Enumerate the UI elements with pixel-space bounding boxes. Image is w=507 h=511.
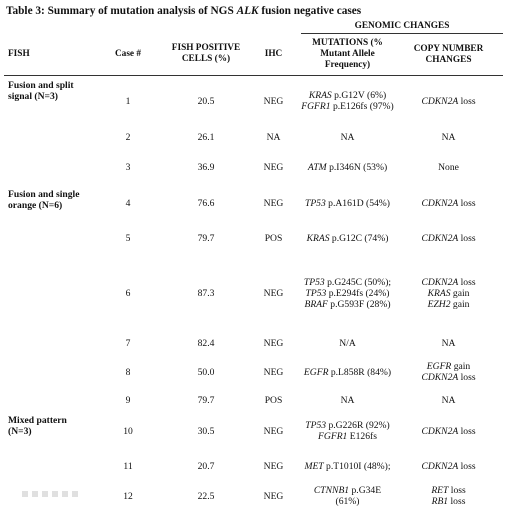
gene-detail: p.G34E (61%) bbox=[336, 485, 382, 507]
fish-positive-value: 20.7 bbox=[166, 451, 246, 481]
gene-name: TP53 bbox=[306, 288, 327, 299]
mutations-cell bbox=[301, 481, 394, 511]
gene-entry bbox=[394, 485, 503, 496]
gene-name: MET bbox=[304, 461, 323, 472]
copy-number-cell bbox=[394, 76, 503, 127]
gene-name: FGFR1 bbox=[301, 101, 330, 112]
gene-name: CDKN2A bbox=[421, 198, 458, 209]
copy-number-cell bbox=[394, 451, 503, 481]
gene-entry bbox=[394, 277, 503, 288]
gene-entry bbox=[394, 372, 503, 383]
mutations-cell bbox=[301, 149, 394, 185]
gene-name: EGFR bbox=[427, 361, 452, 372]
mutations-cell bbox=[301, 451, 394, 481]
table-caption: Table 3: Summary of mutation analysis of NGS ALK fusion negative cases bbox=[6, 5, 361, 17]
ihc-value: NEG bbox=[246, 355, 301, 389]
gene-name: KRAS bbox=[309, 90, 332, 101]
gene-name: CDKN2A bbox=[421, 426, 458, 437]
header-ihc: IHC bbox=[246, 34, 301, 76]
gene-detail: loss bbox=[448, 496, 465, 507]
copy-number-cell bbox=[394, 389, 503, 411]
table-row bbox=[4, 185, 503, 221]
gene-entry bbox=[301, 162, 394, 173]
copy-number-cell bbox=[394, 481, 503, 511]
gene-detail: loss bbox=[458, 277, 475, 288]
mutations-cell bbox=[301, 411, 394, 451]
gene-entry bbox=[394, 496, 503, 507]
gene-entry bbox=[301, 338, 394, 349]
fish-positive-value: 79.7 bbox=[166, 221, 246, 255]
case-number: 4 bbox=[90, 185, 166, 221]
gene-detail: NA bbox=[341, 395, 355, 406]
ihc-value: NEG bbox=[246, 185, 301, 221]
gene-detail: p.E294fs (24%) bbox=[326, 288, 389, 299]
gene-detail: p.A161D (54%) bbox=[326, 198, 390, 209]
ihc-value: NEG bbox=[246, 451, 301, 481]
copy-number-cell bbox=[394, 331, 503, 355]
gene-entry bbox=[394, 233, 503, 244]
gene-entry bbox=[394, 395, 503, 406]
header-case: Case # bbox=[90, 34, 166, 76]
table-body bbox=[4, 76, 503, 511]
gene-detail: loss bbox=[458, 96, 475, 107]
gene-detail: None bbox=[438, 162, 459, 173]
copy-number-cell bbox=[394, 221, 503, 255]
table-row bbox=[4, 76, 503, 127]
gene-detail: p.G245C (50%); bbox=[325, 277, 391, 288]
case-number: 3 bbox=[90, 149, 166, 185]
gene-detail: N/A bbox=[339, 338, 356, 349]
gene-detail: loss bbox=[448, 485, 465, 496]
case-number: 8 bbox=[90, 355, 166, 389]
gene-detail: E126fs bbox=[347, 431, 377, 442]
copy-number-cell bbox=[394, 149, 503, 185]
gene-detail: gain bbox=[451, 361, 470, 372]
mutations-cell bbox=[301, 389, 394, 411]
ihc-value: NEG bbox=[246, 76, 301, 127]
gene-entry bbox=[394, 132, 503, 143]
ihc-value: POS bbox=[246, 221, 301, 255]
case-number: 2 bbox=[90, 126, 166, 149]
case-number: 7 bbox=[90, 331, 166, 355]
gene-name: TP53 bbox=[305, 420, 326, 431]
fish-positive-value: 20.5 bbox=[166, 76, 246, 127]
header-mutations: MUTATIONS (% Mutant Allele Frequency) bbox=[301, 34, 394, 76]
gene-entry bbox=[301, 277, 394, 288]
gene-detail: gain bbox=[451, 299, 470, 310]
fish-group-label: Mixed pattern (N=3) bbox=[4, 411, 90, 511]
case-number: 9 bbox=[90, 389, 166, 411]
gene-name: RB1 bbox=[432, 496, 449, 507]
gene-entry bbox=[301, 485, 394, 507]
gene-name: CDKN2A bbox=[421, 96, 458, 107]
gene-name: KRAS bbox=[307, 233, 330, 244]
gene-entry bbox=[301, 461, 394, 472]
gene-name: CTNNB1 bbox=[314, 485, 349, 496]
mutations-cell bbox=[301, 331, 394, 355]
fish-positive-value: 36.9 bbox=[166, 149, 246, 185]
copy-number-cell bbox=[394, 126, 503, 149]
ihc-value: NEG bbox=[246, 331, 301, 355]
gene-detail: loss bbox=[458, 372, 475, 383]
gene-name: EGFR bbox=[304, 367, 329, 378]
gene-entry bbox=[394, 361, 503, 372]
case-number: 6 bbox=[90, 255, 166, 331]
genomic-changes-header: GENOMIC CHANGES bbox=[301, 19, 503, 34]
ihc-value: POS bbox=[246, 389, 301, 411]
case-number: 1 bbox=[90, 76, 166, 127]
gene-entry bbox=[394, 461, 503, 472]
gene-entry bbox=[301, 288, 394, 299]
ihc-value: NA bbox=[246, 126, 301, 149]
fish-group-label: Fusion and split signal (N=3) bbox=[4, 76, 90, 186]
mutations-cell bbox=[301, 255, 394, 331]
gene-detail: loss bbox=[458, 233, 475, 244]
copy-number-cell bbox=[394, 355, 503, 389]
gene-name: CDKN2A bbox=[421, 233, 458, 244]
gene-entry bbox=[301, 431, 394, 442]
gene-name: FGFR1 bbox=[318, 431, 347, 442]
gene-detail: p.G12V (6%) bbox=[332, 90, 386, 101]
header-fish-positive: FISH POSITIVE CELLS (%) bbox=[166, 34, 246, 76]
ihc-value: NEG bbox=[246, 149, 301, 185]
gene-entry bbox=[301, 132, 394, 143]
gene-detail: p.T1010I (48%); bbox=[324, 461, 391, 472]
header-fish: FISH bbox=[4, 34, 90, 76]
fish-group-label: Fusion and single orange (N=6) bbox=[4, 185, 90, 411]
mutations-cell bbox=[301, 76, 394, 127]
fish-positive-value: 30.5 bbox=[166, 411, 246, 451]
gene-detail: NA bbox=[442, 338, 456, 349]
fish-positive-value: 76.6 bbox=[166, 185, 246, 221]
gene-name: CDKN2A bbox=[421, 372, 458, 383]
mutations-cell bbox=[301, 355, 394, 389]
gene-entry bbox=[301, 395, 394, 406]
gene-name: TP53 bbox=[304, 277, 325, 288]
mutations-cell bbox=[301, 126, 394, 149]
gene-name: ATM bbox=[308, 162, 327, 173]
fish-positive-value: 87.3 bbox=[166, 255, 246, 331]
gene-detail: gain bbox=[451, 288, 470, 299]
gene-entry bbox=[301, 299, 394, 310]
gene-detail: p.I346N (53%) bbox=[327, 162, 387, 173]
gene-entry bbox=[301, 101, 394, 112]
gene-detail: loss bbox=[458, 198, 475, 209]
gene-name: KRAS bbox=[428, 288, 451, 299]
gene-entry bbox=[394, 198, 503, 209]
fish-positive-value: 26.1 bbox=[166, 126, 246, 149]
fish-positive-value: 50.0 bbox=[166, 355, 246, 389]
case-number: 5 bbox=[90, 221, 166, 255]
mutation-table bbox=[4, 19, 503, 511]
gene-detail: NA bbox=[341, 132, 355, 143]
gene-name: TP53 bbox=[305, 198, 326, 209]
ihc-value: NEG bbox=[246, 411, 301, 451]
gene-entry bbox=[394, 426, 503, 437]
copy-number-cell bbox=[394, 411, 503, 451]
copy-number-cell bbox=[394, 255, 503, 331]
gene-detail: p.G12C (74%) bbox=[330, 233, 389, 244]
fish-positive-value: 79.7 bbox=[166, 389, 246, 411]
mutations-cell bbox=[301, 221, 394, 255]
gene-detail: p.L858R (84%) bbox=[328, 367, 391, 378]
gene-detail: loss bbox=[458, 426, 475, 437]
case-number: 11 bbox=[90, 451, 166, 481]
fish-positive-value: 22.5 bbox=[166, 481, 246, 511]
gene-entry bbox=[301, 233, 394, 244]
watermark bbox=[22, 491, 82, 497]
gene-entry bbox=[394, 299, 503, 310]
gene-entry bbox=[301, 90, 394, 101]
gene-entry bbox=[301, 420, 394, 431]
gene-entry bbox=[394, 162, 503, 173]
gene-entry bbox=[301, 198, 394, 209]
ihc-value: NEG bbox=[246, 481, 301, 511]
mutations-cell bbox=[301, 185, 394, 221]
gene-name: BRAF bbox=[304, 299, 327, 310]
gene-name: EZH2 bbox=[428, 299, 451, 310]
gene-entry bbox=[394, 338, 503, 349]
ihc-value: NEG bbox=[246, 255, 301, 331]
caption-gene: ALK bbox=[237, 5, 259, 17]
fish-positive-value: 82.4 bbox=[166, 331, 246, 355]
table-row bbox=[4, 411, 503, 451]
gene-name: RET bbox=[431, 485, 448, 496]
gene-detail: loss bbox=[458, 461, 475, 472]
gene-detail: p.E126fs (97%) bbox=[331, 101, 394, 112]
gene-name: CDKN2A bbox=[421, 461, 458, 472]
gene-detail: NA bbox=[442, 395, 456, 406]
case-number: 12 bbox=[90, 481, 166, 511]
gene-entry bbox=[394, 96, 503, 107]
gene-entry bbox=[394, 288, 503, 299]
gene-detail: NA bbox=[442, 132, 456, 143]
gene-detail: p.G226R (92%) bbox=[326, 420, 390, 431]
gene-detail: p.G593F (28%) bbox=[328, 299, 391, 310]
gene-entry bbox=[301, 367, 394, 378]
case-number: 10 bbox=[90, 411, 166, 451]
copy-number-cell bbox=[394, 185, 503, 221]
header-copy-number: COPY NUMBER CHANGES bbox=[394, 34, 503, 76]
gene-name: CDKN2A bbox=[421, 277, 458, 288]
